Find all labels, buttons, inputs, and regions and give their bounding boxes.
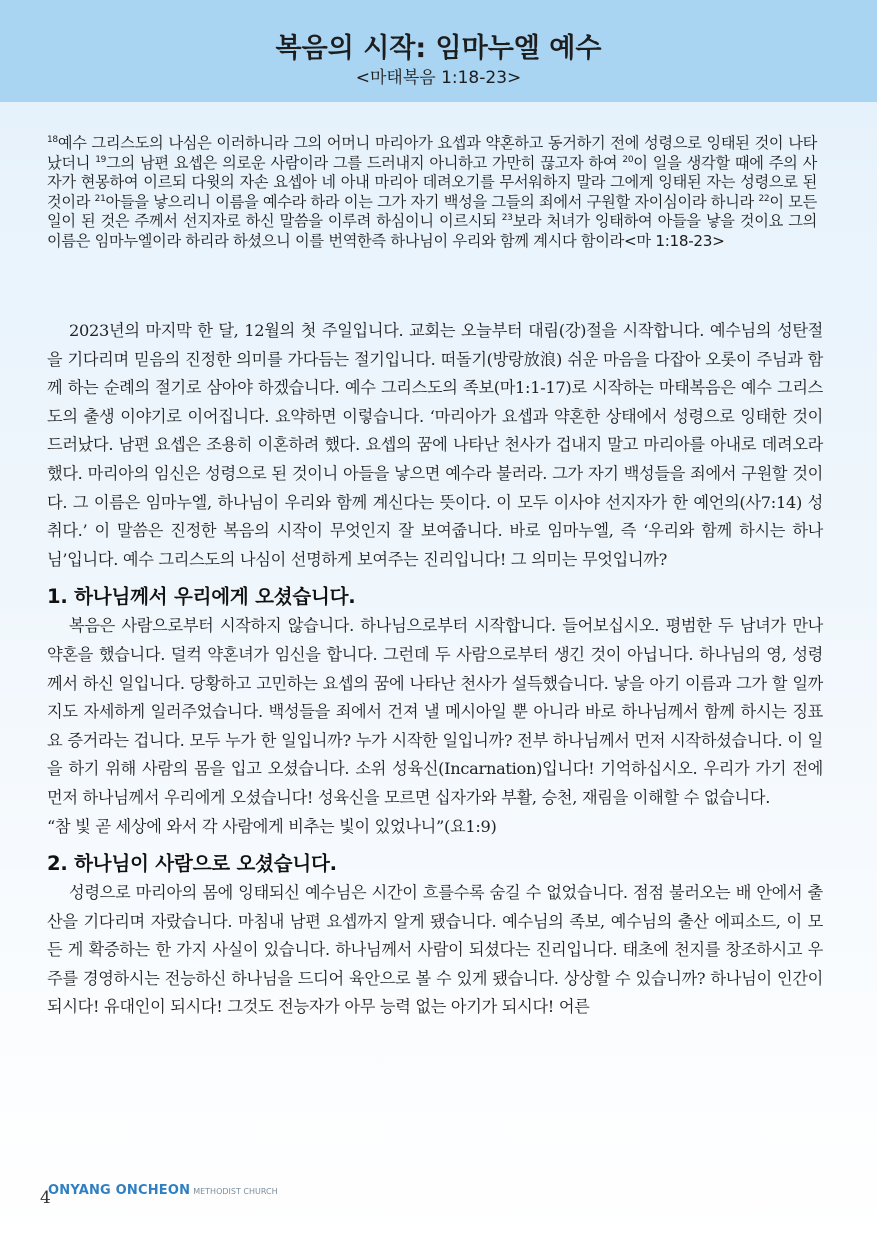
page-title: 복음의 시작: 임마누엘 예수 xyxy=(275,33,602,64)
verse-text: 그의 남편 요셉은 의로운 사람이라 그를 드러내지 아니하고 가만히 끊고자 하여 xyxy=(106,153,623,172)
verse-text: 예수 그리스도의 나심은 이러하니라 그의 어머니 마리아가 요셉과 약혼하고 동거하기 전에 성령으로 잉태된 것이 나타났더니 xyxy=(47,134,817,172)
verse-number: 20 xyxy=(622,154,634,165)
church-subtitle: METHODIST CHURCH xyxy=(193,1187,278,1196)
church-name: ONYANG ONCHEON xyxy=(48,1183,191,1198)
section-2-heading: 2. 하나님이 사람으로 오셨습니다. xyxy=(47,852,337,876)
verse-text: 이 일을 생각할 때에 주의 사자가 현몽하여 이르되 다윗의 자손 요셉아 네 아내 마리아 데려오기를 무서워하지 말라 그에게 잉태된 자는 성령으로 된 것이라 xyxy=(47,153,817,211)
section-1-paragraph: 복음은 사람으로부터 시작하지 않습니다. 하나님으로부터 시작합니다. 들어보십시오. 평범한 두 남녀가 만나 약혼을 했습니다. 덜컥 약혼녀가 임신을 합니다. 그런데 두 사람으로부터 생긴 것이 아닙니다. 하나님의 영, 성령께서 하신 일입니다. 당황하고 고민하는 요셉의 꿈에 나타난 천사가 설득했습니다. 낳을 아기 이름과 그가 할 일까지도 자세하게 일러주었습니다. 백성들을 죄에서 건져 낼 메시아일 뿐 아니라 바로 하나님께서 함께 하시는 징표요 증거라는 겁니다. 모두 누가 한 일입니까? 누가 시작한 일입니까? 전부 하나님께서 먼저 시작하셨습니다. 이 일을 하기 위해 사람의 몸을 입고 오셨습니다. 소위 성육신(Incarnation)입니다! 기억하십시오. 우리가 가기 전에 먼저 하나님께서 우리에게 오셨습니다! 성육신을 모르면 십자가와 부활, 승천, 재림을 이해할 수 없습니다. xyxy=(47,616,823,807)
verse-number: 18 xyxy=(47,135,58,145)
section-2-paragraph: 성령으로 마리아의 몸에 잉태되신 예수님은 시간이 흐를수록 숨길 수 없었습니다. 점점 불러오는 배 안에서 출산을 기다리며 자랐습니다. 마침내 남편 요셉까지 알게 됐습니다. 예수님의 족보, 예수님의 출산 에피소드, 이 모든 게 확증하는 한 가지 사실이 있습니다. 하나님께서 사람이 되셨다는 진리입니다. 태초에 천지를 창조하시고 우주를 경영하시는 전능하신 하나님을 드디어 육안으로 볼 수 있게 됐습니다. 상상할 수 있습니까? 하나님이 인간이 되시다! 유대인이 되시다! 그것도 전능자가 아무 능력 없는 아기가 되시다! 어른 xyxy=(47,883,823,1017)
verse-text: 아들을 낳으리니 이름을 예수라 하라 이는 그가 자기 백성을 그들의 죄에서 구원할 자이심이라 하니라 xyxy=(105,192,759,211)
verse-number: 22 xyxy=(758,193,770,204)
page-subtitle: <마태복음 1:18-23> xyxy=(355,68,522,88)
header-banner xyxy=(0,0,877,102)
church-logo xyxy=(48,1183,278,1198)
page-number: 4 xyxy=(40,1188,51,1208)
intro-paragraph: 2023년의 마지막 한 달, 12월의 첫 주일입니다. 교회는 오늘부터 대림(강)절을 시작합니다. 예수님의 성탄절을 기다리며 믿음의 진정한 의미를 가다듬는 절기입니다. 떠돌기(방랑放浪) 쉬운 마음을 다잡아 오롯이 주님과 함께 하는 순례의 절기로 삼아야 하겠습니다. 예수 그리스도의 족보(마1:1-17)로 시작하는 마태복음은 예수 그리스도의 출생 이야기로 이어집니다. 요약하면 이렇습니다. ‘마리아가 요셉과 약혼한 상태에서 성령으로 잉태한 것이 드러났다. 남편 요셉은 조용히 이혼하려 했다. 요셉의 꿈에 나타난 천사가 겁내지 말고 마리아를 아내로 데려오라 했다. 마리아의 임신은 성령으로 된 것이니 아들을 낳으면 예수라 불러라. 그가 자기 백성들을 죄에서 구원할 것이다. 그 이름은 임마누엘, 하나님이 우리와 함께 계신다는 뜻이다. 이 모두 이사야 선지자가 한 예언의(사7:14) 성취다.’ 이 말씀은 진정한 복음의 시작이 무엇인지 잘 보여줍니다. 바로 임마누엘, 즉 ‘우리와 함께 하시는 하나님’입니다. 예수 그리스도의 나심이 선명하게 보여주는 진리입니다! 그 의미는 무엇입니까? xyxy=(47,321,823,569)
verse-text: 이 모든 일이 된 것은 주께서 선지자로 하신 말씀을 이루려 하심이니 이르시되 xyxy=(47,192,817,231)
verse-number: 21 xyxy=(94,193,106,204)
verse-text: 보라 처녀가 잉태하여 아들을 낳을 것이요 그의 이름은 임마누엘이라 하리라 하셨으니 이를 번역한즉 하나님이 우리와 함께 계시다 함이라<마 1:18-23> xyxy=(47,212,817,250)
scripture-passage xyxy=(47,134,817,252)
verse-number: 19 xyxy=(95,154,107,165)
verse-number: 23 xyxy=(501,213,513,224)
sermon-body xyxy=(47,317,823,1022)
section-1-quote: “참 빛 곧 세상에 와서 각 사람에게 비추는 빛이 있었나니”(요1:9) xyxy=(47,816,497,836)
section-1-heading: 1. 하나님께서 우리에게 오셨습니다. xyxy=(47,585,356,609)
